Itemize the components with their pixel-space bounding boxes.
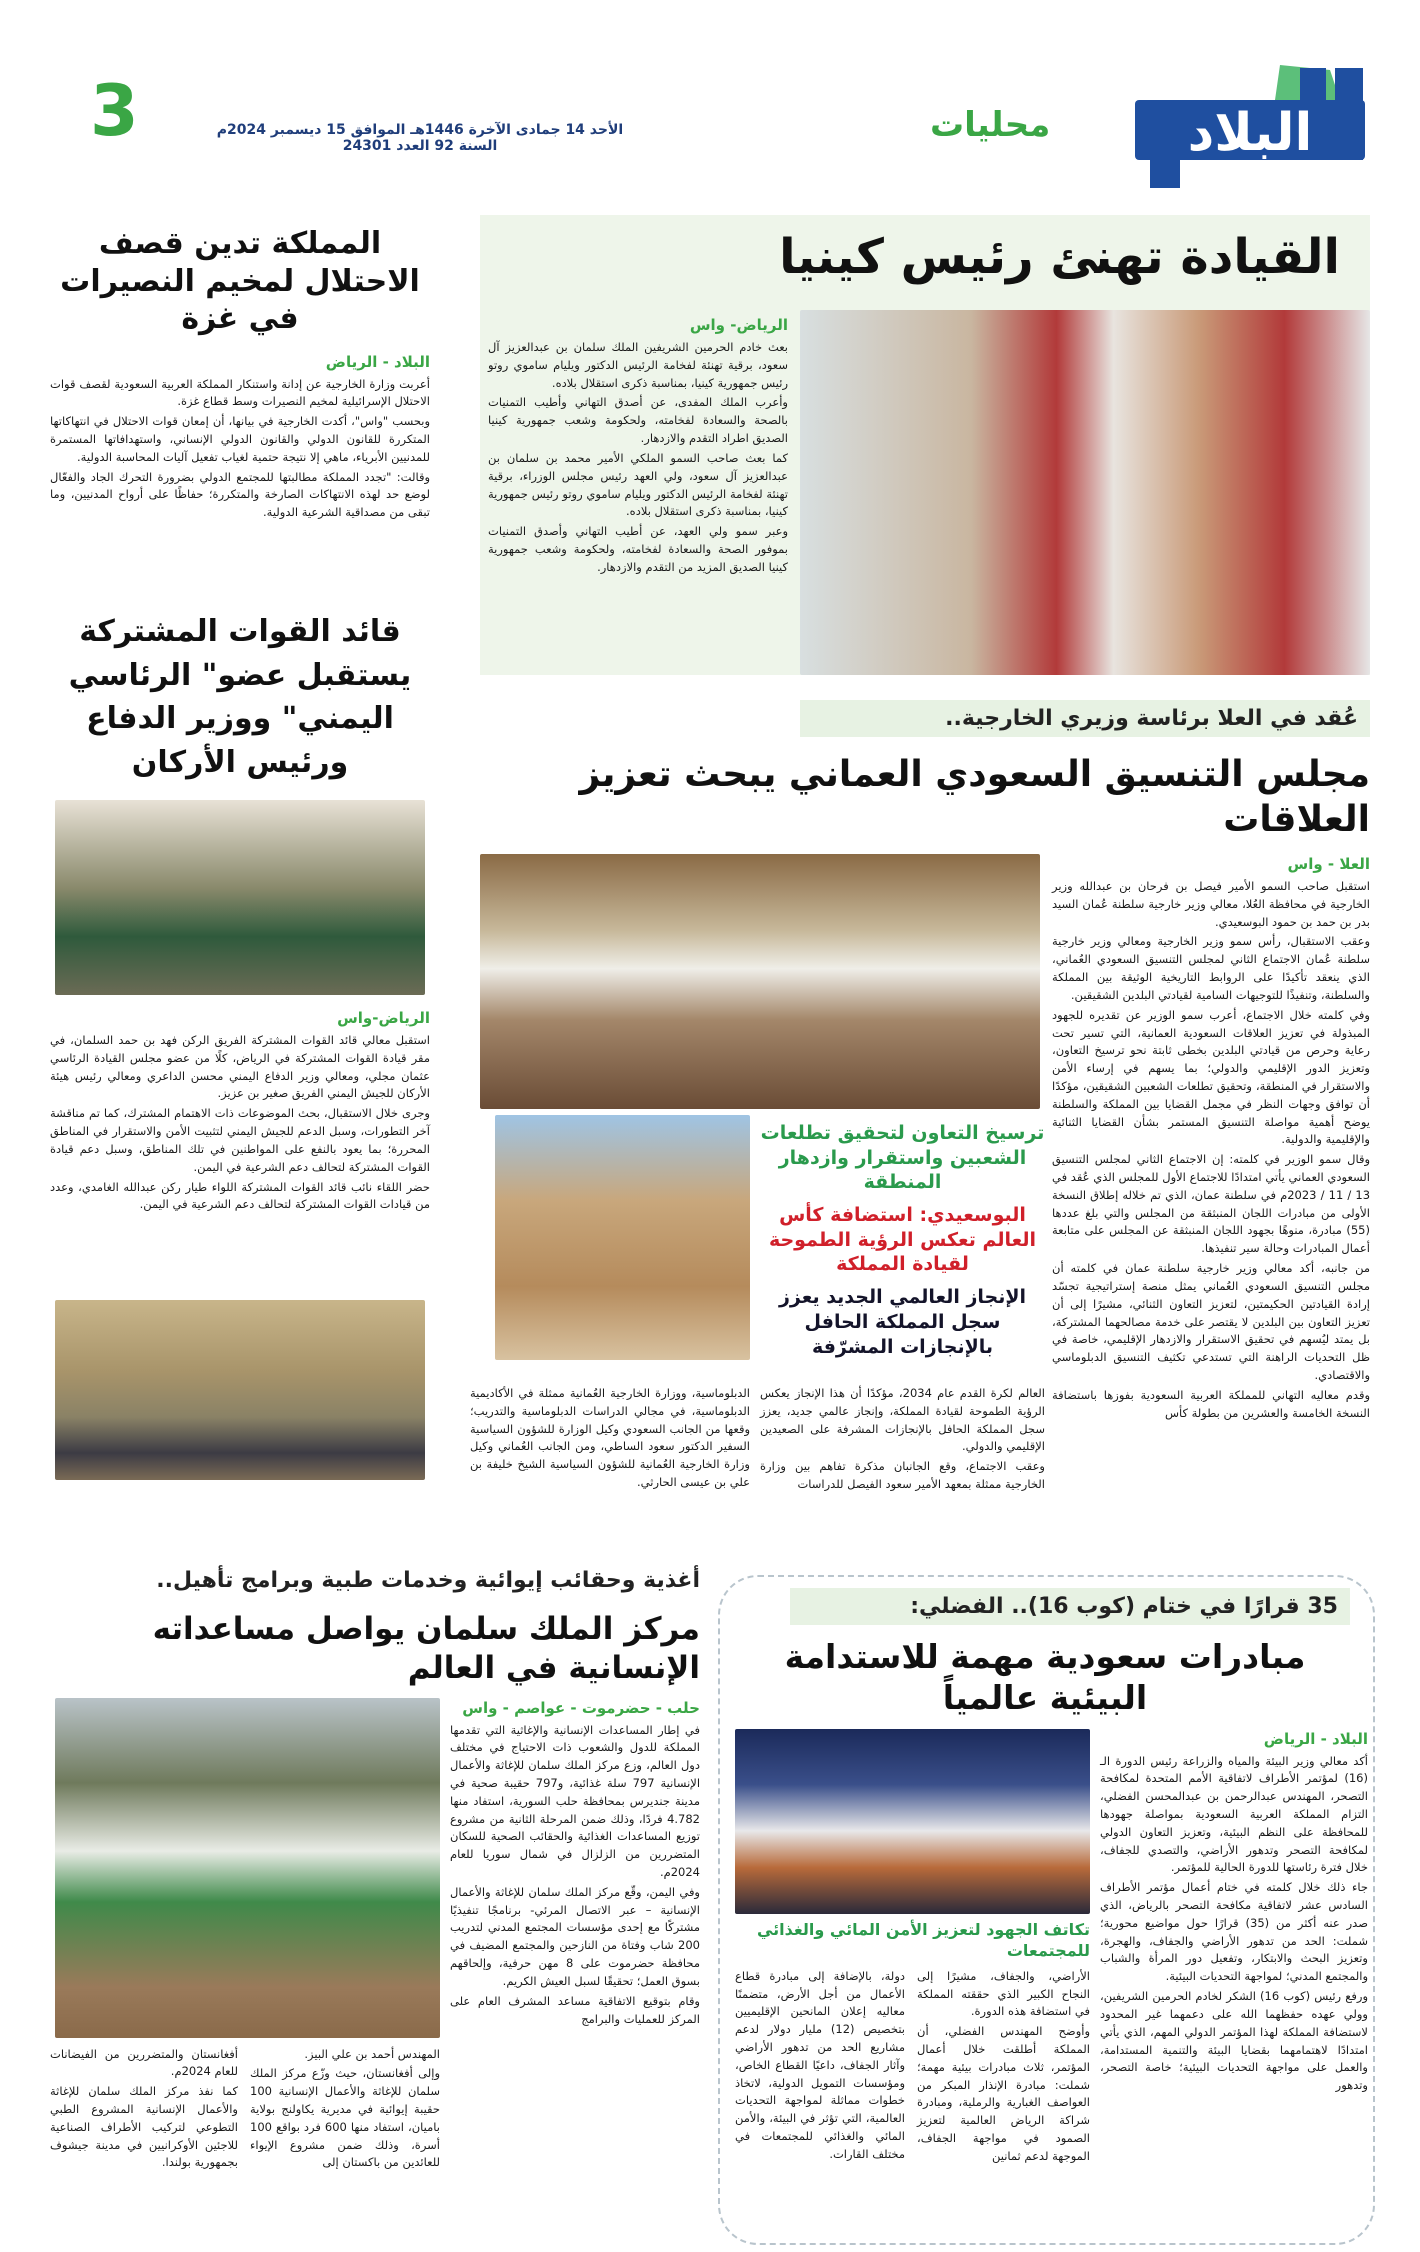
paragraph: المهندس أحمد بن علي البيز.: [304, 2046, 440, 2061]
article-cop16-continued-2: [735, 1968, 905, 2166]
article-oman-continued-2: [470, 1385, 750, 1494]
newspaper-logo: [1130, 60, 1375, 190]
article-ksrelief-body: [450, 1698, 700, 2031]
dateline: البلاد - الرياض: [1263, 1729, 1368, 1748]
paragraph: أكد معالي وزير البيئة والمياه والزراعة رئيس الدورة الـ (16) لمؤتمر الأطراف لاتفاقية الأمم المتحدة لمكافحة التصحر، المهندس عبدالرحمن بن عبدالمحسن الفضلي، التزام المملكة العربية السعودية بمواصلة جهودها للمحافظة على النظم البيئية، وتعزيز التعاون الدولي لمكافحة التصحر وتدهور الأراضي، والتصدي للجفاف، خلال فترة رئاستها للدورة الحالية للمؤتمر.: [1100, 1753, 1368, 1875]
article-cop16-continued: [917, 1968, 1090, 2168]
paragraph: من جانبه، أكد معالي وزير خارجية سلطنة عمان في كلمته أن مجلس التنسيق السعودي العُماني يمثل منصة إستراتيجية تجسّد إرادة القيادتين الحكيمتين، لتعزيز التعاون الثنائي، مشيرًا إلى أن تعزيز التعاون بين البلدين لا يقتصر على خدمة مصالحهما المشتركة، بل يمتد ليُسهم في تحقيق الاستقرار والازدهار الإقليمي، خاصة في ظل التحديات الراهنة التي تستدعي تكثيف التنسيق الدبلوماسي والاقتصادي.: [1052, 1261, 1370, 1382]
paragraph: استقبل صاحب السمو الأمير فيصل بن فرحان بن عبدالله وزير الخارجية في محافظة العُلا، معالي وزير خارجية سلطنة عُمان السيد بدر بن حمد بن حمود البوسعيدي.: [1052, 879, 1370, 929]
subheads: [760, 1121, 1045, 1359]
kicker: 35 قرارًا في ختام (كوب 16).. الفضلي:: [790, 1588, 1350, 1625]
article-cop16-body: [1100, 1729, 1368, 2097]
paragraph: وأوضح المهندس الفضلي، أن المملكة أطلقت خلال أعمال المؤتمر، ثلاث مبادرات بيئية مهمة؛ شملت: مبادرة الإنذار المبكر من العواصف الغبارية والرملية، ومبادرة شراكة الرياض العالمية لتعزيز الصمود في مواجهة الجفاف، الموجهة لدعم ثمانين: [917, 2024, 1090, 2163]
article-body: [488, 315, 788, 579]
paragraph: استقبل معالي قائد القوات المشتركة الفريق الركن فهد بن حمد السلمان، في مقر قيادة القوات المشتركة في الرياض، كلًا من عضو مجلس القيادة الرئاسي عثمان مجلي، ومعالي وزير الدفاع اليمني محسن الداعري ومعالي رئيس هيئة الأركان للجيش اليمني الفريق صغير بن عزيز.: [50, 1033, 430, 1101]
headline: مجلس التنسيق السعودي العماني يبحث تعزيز العلاقات: [579, 754, 1370, 840]
alula-photo: [495, 1115, 750, 1360]
paragraph: أفغانستان والمتضررين من الفيضانات للعام 2024م.: [50, 2046, 238, 2079]
paragraph: وعقب الاجتماع، وقع الجانبان مذكرة تفاهم بين وزارة الخارجية ممثلة بمعهد الأمير سعود الفيصل للدراسات: [760, 1459, 1045, 1492]
subhead: البوسعيدي: استضافة كأس العالم تعكس الرؤية الطموحة لقيادة المملكة: [768, 1204, 1037, 1276]
paragraph: وفي كلمته خلال الاجتماع، أعرب سمو الوزير عن تقديره للجهود المبذولة في تعزيز العلاقات السعودية العمانية، التي تسير تحت رعاية وحرص من قيادتي البلدين بخطى ثابتة نحو ترسيخ التعاون، وتعزيز الدور الإقليمي والدولي؛ بما يسهم في إرساء الأمن والاستقرار في المنطقة، وتحقيق تطلعات الشعبين الشقيقين، مؤكدًا أن توافق وجهات النظر في مجمل القضايا بين المملكة والسلطنة يوضح أهمية مواصلة التنسيق المستمر بشأن القضايا الثنائية والإقليمية والدولية.: [1052, 1007, 1370, 1147]
paragraph: وإلى أفغانستان، حيث وزّع مركز الملك سلمان للإغاثة والأعمال الإنسانية 100 حقيبة إيوائية في مديرية يكاولنج بولاية باميان، استفاد منها 600 فرد بواقع 100 أسرة، وذلك ضمن مشروع الإيواء للعائدين من باكستان إلى: [250, 2066, 440, 2170]
article-oman-body: [1052, 854, 1370, 1424]
kicker: أغذية وحقائب إيوائية وخدمات طبية وبرامج تأهيل..: [156, 1568, 700, 1593]
dateline: العلا - واس: [1287, 855, 1370, 873]
paragraph: العالم لكرة القدم عام 2034، مؤكدًا أن هذا الإنجاز يعكس الرؤية الطموحة لقيادة المملكة، وإنجاز عالمي جديد، يعزز سجل المملكة الحافل بالإنجازات المشرفة على الصعيدين الإقليمي والدولي.: [760, 1386, 1045, 1454]
paragraph: وأعرب الملك المفدى، عن أصدق التهاني وأطيب التمنيات بالصحة والسعادة لفخامته، ولحكومة وشعب جمهورية كينيا الصديق اطراد التقدم والازدهار.: [488, 395, 788, 446]
headline: قائد القوات المشتركة يستقبل عضو" الرئاسي اليمني" ووزير الدفاع ورئيس الأركان: [68, 614, 412, 780]
paragraph: وجرى خلال الاستقبال، بحث الموضوعات ذات الاهتمام المشترك، كما تم مناقشة آخر التطورات، وسبل الدعم للجيش اليمني لتثبيت الأمن والاستقرار في المناطق المحررة؛ بما يعود بالنفع على المواطنين في تلك المناطق، وسبل دعم قيادة القوات المشتركة لتحالف دعم الشرعية في اليمن.: [50, 1106, 430, 1174]
kicker: عُقد في العلا برئاسة وزيري الخارجية..: [800, 700, 1370, 737]
issue-dateline: الأحد 14 جمادى الآخرة 1446هـ الموافق 15 ديسمبر 2024م السنة 92 العدد 24301: [216, 122, 624, 154]
article-yemen: [50, 610, 430, 784]
council-meeting-photo: [480, 854, 1040, 1109]
paragraph: وقدم معاليه التهاني للمملكة العربية السعودية بفوزها باستضافة النسخة الخامسة والعشرين من بطولة كأس: [1052, 1387, 1370, 1420]
svg-text:البلاد: البلاد: [1187, 103, 1313, 163]
paragraph: كما نفذ مركز الملك سلمان للإغاثة والأعمال الإنسانية المشروع الطبي التطوعي لتركيب الأطراف الصناعية للاجئين الأوكرانيين في مدينة جيشوف بجمهورية بولندا.: [50, 2084, 238, 2170]
article-gaza: [50, 225, 430, 524]
aid-distribution-photo: [55, 1698, 440, 2038]
paragraph: دولة، بالإضافة إلى مبادرة قطاع الأعمال من أجل الأرض، متضمنًا معاليه إعلان المانحين الإقليميين بتخصيص (12) مليار دولار لدعم مشاريع الحد من تدهور الأراضي وآثار الجفاف، داعيًا القطاع الخاص، ومؤسسات التمويل الدولية، لاتخاذ خطوات مماثلة لمواجهة التحديات العالمية، التي تؤثر في البيئة، والأمن المائي والغذائي للمجتمعات في مختلف القارات.: [735, 1968, 905, 2161]
leaders-photo: [800, 310, 1370, 675]
dateline: البلاد - الرياض: [325, 352, 430, 371]
article-yemen-body: [50, 1008, 430, 1216]
conference-photo: [735, 1729, 1090, 1914]
paragraph: كما بعث صاحب السمو الملكي الأمير محمد بن سلمان بن عبدالعزيز آل سعود، ولي العهد رئيس مجلس الوزراء، برقية تهنئة لفخامة الرئيس الدكتور ويليام ساموي روتو رئيس جمهورية كينيا، بمناسبة ذكرى استقلال بلاده.: [488, 450, 788, 519]
paragraph: وقالت: "تجدد المملكة مطالبتها للمجتمع الدولي بضرورة التحرك الجاد والفعّال لوضع حد لهذه الانتهاكات الصارخة والمتكررة؛ حفاظًا على أرواح المدنيين، وما تبقى من مصداقية الشرعية الدولية.: [50, 469, 430, 520]
meeting-photo: [55, 800, 425, 995]
paragraph: بعث خادم الحرمين الشريفين الملك سلمان بن عبدالعزيز آل سعود، برقية تهنئة لفخامة الرئيس الدكتور ويليام ساموي روتو رئيس جمهورية كينيا، بمناسبة ذكرى استقلال بلاده.: [488, 340, 788, 390]
paragraph: ورفع رئيس (كوب 16) الشكر لخادم الحرمين الشريفين، وولي عهده حفظهما الله على دعمهما غير المحدود لاستضافة المملكة لهذا المؤتمر الدولي المهم، الذي يأتي امتدادًا لاهتمامهما بقضايا البيئة والتنمية المستدامة، والعمل على مواجهة التحديات البيئية؛ خاصة التصحر، وتدهور: [1100, 1989, 1368, 2093]
paragraph: وعقب الاستقبال، رأس سمو وزير الخارجية ومعالي وزير خارجية سلطنة عُمان الاجتماع الثاني لمجلس التنسيق السعودي العُماني، الذي ينعقد تأكيدًا على الروابط التاريخية الوثيقة بين المملكة والسلطنة، وتنفيذًا للتوجيهات السامية لقيادتي البلدين الشقيقين.: [1052, 934, 1370, 1002]
paragraph: الأراضي، والجفاف، مشيرًا إلى النجاح الكبير الذي حققته المملكة في استضافة هذه الدورة.: [917, 1968, 1090, 2019]
paragraph: وقام بتوقيع الاتفاقية مساعد المشرف العام على المركز للعمليات والبرامج: [450, 1993, 700, 2026]
dateline: الرياض-واس: [337, 1009, 430, 1027]
paragraph: وفي اليمن، وقّع مركز الملك سلمان للإغاثة والأعمال الإنسانية – عبر الاتصال المرئي- برنامجًا تنفيذيًا مشتركًا مع إحدى مؤسسات المجتمع المدني لتدريب 200 شاب وفتاة من النازحين والمجتمع المضيف في محافظة حضرموت على 8 مهن حرفية، وإلحاقهم بسوق العمل؛ تحقيقًا لسبل العيش الكريم.: [450, 1884, 700, 1988]
subhead: تكاتف الجهود لتعزيز الأمن المائي والغذائي للمجتمعات: [756, 1919, 1090, 1961]
headline: المملكة تدين قصف الاحتلال لمخيم النصيرات في غزة: [60, 226, 420, 336]
article-kenya: [480, 215, 1370, 675]
paragraph: حضر اللقاء نائب قائد القوات المشتركة اللواء طيار ركن عبدالله الغامدي، وعدد من قيادات القوات المشتركة لتحالف دعم الشرعية في اليمن.: [50, 1179, 430, 1212]
paragraph: الدبلوماسية، ووزارة الخارجية العُمانية ممثلة في الأكاديمية الدبلوماسية، في مجالي الدراسات الدبلوماسية والتدريب؛ وقعها من الجانب السعودي وكيل الوزارة للشؤون السياسية السفير الدكتور سعود الساطي، ومن الجانب العُماني وكيل وزارة الخارجية العُمانية للشؤون السياسية الشيخ خليفة بن علي بن عيسى الحارثي.: [470, 1386, 750, 1490]
article-ksrelief-continued: [250, 2046, 440, 2175]
paragraph: جاء ذلك خلال كلمته في ختام أعمال مؤتمر الأطراف السادس عشر لاتفاقية مكافحة التصحر بالرياض، الذي صدر عنه أكثر من (35) قرارًا حول مواضيع محورية؛ شملت: الحد من تدهور الأراضي والجفاف، والهجرة، وتعزيز البحث والابتكار، وتفعيل دور المرأة والشباب والمجتمع المدني؛ لمواجهة التحديات البيئية.: [1100, 1880, 1368, 1984]
paragraph: وبحسب "واس"، أكدت الخارجية في بيانها، أن إمعان قوات الاحتلال في انتهاكاتها المتكررة للقانون الدولي والقانون الدولي الإنساني، واستهدافاتها المستمرة للمدنيين الأبرياء، ماهي إلا نتيجة حتمية لغياب تفعيل آليات المحاسبة الدولية.: [50, 414, 430, 464]
headline: مركز الملك سلمان يواصل مساعداته الإنسانية في العالم: [152, 1611, 700, 1686]
dateline: الرياض- واس: [689, 316, 788, 334]
subhead: ترسيخ التعاون لتحقيق تطلعات الشعبين واستقرار وازدهار المنطقة: [760, 1122, 1045, 1194]
article-oman-continued: [760, 1385, 1045, 1496]
group-photo: [55, 1300, 425, 1480]
paragraph: في إطار المساعدات الإنسانية والإغاثية التي تقدمها المملكة للدول والشعوب ذات الاحتياج في مختلف دول العالم، وزع مركز الملك سلمان للإغاثة والأعمال الإنسانية 797 سلة غذائية، و797 حقيبة صحية في مدينة جنديرس بمحافظة حلب السورية، استفاد منها 4.782 فردًا، وذلك ضمن المرحلة الثانية من مشروع توزيع المساعدات الغذائية والحقائب الصحية للسكان المتضررين من الزلزال في شمال سوريا للعام 2024م.: [450, 1722, 701, 1879]
dateline: حلب - حضرموت - عواصم - واس: [462, 1698, 700, 1717]
paragraph: وقال سمو الوزير في كلمته: إن الاجتماع الثاني لمجلس التنسيق السعودي العماني يأتي امتدادًا للاجتماع الأول للمجلس الذي عُقد في 13 / 11 / 2023م في سلطنة عمان، الذي تم خلاله إطلاق النسخة الأولى من مبادرات اللجان المنبثقة من المجلس والتي بلغ عددها (55) مبادرة، منوهًا بجهود اللجان المنبثقة عن المجلس على متابعة أعمال المبادرات وحالة سير تنفيذها.: [1052, 1152, 1371, 1256]
article-ksrelief-continued-2: [50, 2046, 238, 2175]
headline: القيادة تهنئ رئيس كينيا: [779, 229, 1340, 285]
headline: مبادرات سعودية مهمة للاستدامة البيئية عالمياً: [784, 1637, 1306, 1718]
subhead: الإنجاز العالمي الجديد يعزز سجل المملكة الحافل بالإنجازات المشرّفة: [778, 1286, 1027, 1358]
paragraph: وعبر سمو ولي العهد، عن أطيب التهاني وأصدق التمنيات بموفور الصحة والسعادة لفخامته، ولحكومة وشعب جمهورية كينيا الصديق المزيد من التقدم والازدهار.: [488, 524, 788, 574]
section-title: محليات: [930, 105, 1051, 145]
page-number: 3: [90, 70, 139, 152]
paragraph: أعربت وزارة الخارجية عن إدانة واستنكار المملكة العربية السعودية لقصف قوات الاحتلال الإسرائيلية لمخيم النصيرات وسط قطاع غزة.: [50, 376, 430, 409]
